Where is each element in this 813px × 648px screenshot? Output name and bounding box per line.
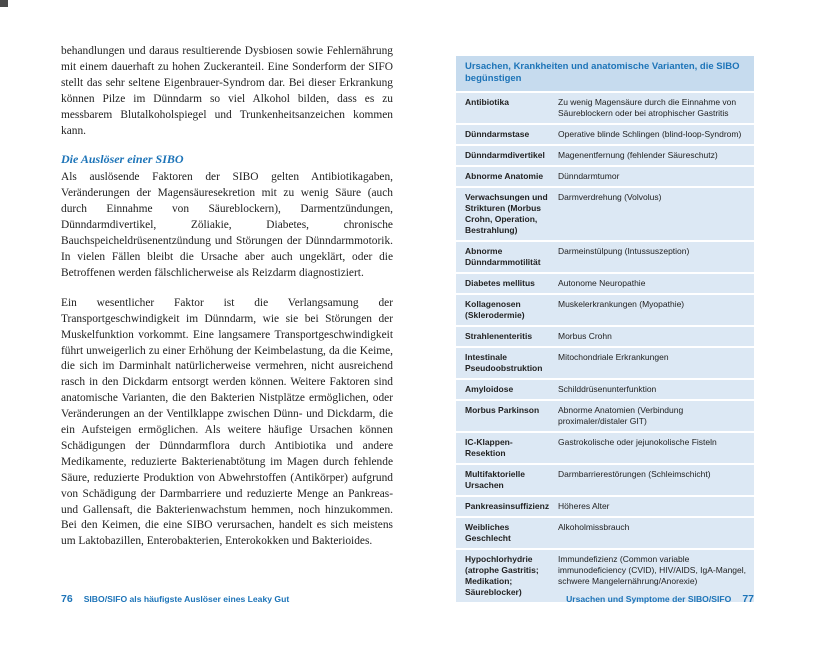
table-row [456, 465, 754, 495]
description-cell: Zu wenig Magensäure durch die Einnahme von Säureblockern oder bei atrophischer Gastritis [558, 96, 737, 118]
description-cell: Darmbarrierestörungen (Schleimschicht) [558, 468, 711, 479]
table-row [456, 274, 754, 293]
table-row [456, 401, 754, 431]
paragraph-faktoren: Ein wesentlicher Faktor ist die Verlangsamung der Transportgeschwindigkeit im Dünndarm, wie sie bei Störungen der Muskelfunktion vorkommt. Eine langsamere Transportgeschwindigkeit führt unweigerlich zu einer Erhöhung der Keimbelastung, da die Keime, die sich im Darminhalt natürlicherweise vermehren, nicht ausreichend rasch in den Dickdarm entsorgt werden können. Weitere Faktoren sind anatomische Varianten, die den Bakterien Nistplätze ermöglichen, oder Veränderungen an der Ventilklappe zwischen Dünn- und Dickdarm, die ein Aufsteigen ermöglichen. Als weitere häufige Ursachen können Schädigungen der Dünndarmflora durch Antibiotika und andere Medikamente, reduzierte Bakterienabtötung im Magen durch fehlende Säure, reduzierte Produktion von Abwehrstoffen (Antikörper) aufgrund von Schädigung der Darmbarriere und reduzierte Menge an Pankreas- und Gallensaft, die Bakterienwachstum hemmen, noch hinzukommen. Bei den Keimen, die eine SIBO verursachen, handelt es sich meistens um Laktobazillen, Enterobakterien, Enterokokken und Bakterioides. [61, 296, 393, 548]
description-cell: Operative blinde Schlingen (blind-loop-Syndrom) [558, 128, 742, 139]
cause-cell: Dünndarmstase [465, 128, 530, 139]
table-title: Ursachen, Krankheiten und anatomische Varianten, die SIBO begünstigen [456, 56, 754, 91]
cause-cell: Abnorme Dünndarmmotilität [465, 245, 541, 267]
table-row [456, 518, 754, 548]
right-page-number: 77 [742, 593, 754, 605]
description-cell: Magenentfernung (fehlender Säureschutz) [558, 149, 718, 160]
cause-cell: Antibiotika [465, 96, 509, 107]
description-cell: Morbus Crohn [558, 330, 612, 341]
cause-cell: Hypochlorhydrie (atrophe Gastritis; Medikation; Säureblocker) [465, 553, 539, 597]
cause-cell: Dünndarmdivertikel [465, 149, 545, 160]
description-cell: Autonome Neuropathie [558, 277, 646, 288]
description-cell: Gastrokolische oder jejunokolische Fisteln [558, 436, 717, 447]
description-cell: Mitochondriale Erkrankungen [558, 351, 669, 362]
table-row [456, 380, 754, 399]
description-cell: Muskelerkrankungen (Myopathie) [558, 298, 685, 309]
table-row [456, 125, 754, 144]
table-row [456, 348, 754, 378]
cause-cell: IC-Klappen-Resektion [465, 436, 513, 458]
description-cell: Höheres Alter [558, 500, 610, 511]
description-cell: Darmverdrehung (Volvolus) [558, 191, 662, 202]
cause-cell: Weibliches Geschlecht [465, 521, 511, 543]
table-row [456, 93, 754, 123]
table-row [456, 242, 754, 272]
right-page-footer [566, 593, 754, 605]
section-heading: Die Auslöser einer SIBO [61, 152, 184, 167]
cause-cell: Amyloidose [465, 383, 514, 394]
description-cell: Immundefizienz (Common variable immunodeficiency (CVID), HIV/AIDS, IgA-Mangel, schwere Mangelernährung/Anorexie) [558, 553, 747, 586]
table-row [456, 497, 754, 516]
left-page-footer [61, 593, 289, 605]
cause-cell: Kollagenosen (Sklerodermie) [465, 298, 525, 320]
cause-cell: Abnorme Anatomie [465, 170, 544, 181]
scan-corner-artifact [0, 0, 8, 7]
table-row [456, 188, 754, 240]
table-row [456, 295, 754, 325]
left-page-number: 76 [61, 593, 73, 605]
table-row [456, 167, 754, 186]
intro-paragraph: behandlungen und daraus resultierende Dysbiosen sowie Fehlernährung mit einem dauerhaft zu hohen Zuckeranteil. Eine Sonderform der SIFO stellt das sehr seltene Eigenbrauer-Syndrom dar. Bei dieser Erkrankung können Pilze im Dünndarm so viel Alkohol bilden, dass es zu messbarem Blutalkoholspiegel und Trunkenheitsanzeichen kommen kann. [61, 45, 393, 137]
table-row [456, 327, 754, 346]
cause-cell: Diabetes mellitus [465, 277, 535, 288]
description-cell: Schilddrüsenunterfunktion [558, 383, 657, 394]
left-footer-title: SIBO/SIFO als häufigste Auslöser eines Leaky Gut [83, 594, 290, 604]
right-footer-title: Ursachen und Symptome der SIBO/SIFO [566, 594, 732, 604]
paragraph-ausloeser: Als auslösende Faktoren der SIBO gelten Antibiotikagaben, Veränderungen der Magensäuresekretion mit zu wenig Säure (auch durch Einnahme von Säureblockern), Darmentzündungen, Dünndarmdivertikel, Zöliakie, Diabetes, chronische Bauchspeicheldrüsenentzündung und Störungen der Dünndarmmotorik. In vielen Fällen bleibt die Ursache aber auch ungeklärt, oder die Betroffenen werden fälschlicherweise als Reizdarm diagnostiziert. [61, 171, 393, 279]
left-page-text-column [61, 44, 393, 550]
table-row [456, 433, 754, 463]
cause-cell: Morbus Parkinson [465, 404, 540, 415]
description-cell: Dünndarmtumor [558, 170, 620, 181]
table-body [456, 93, 754, 602]
cause-cell: Strahlenenteritis [465, 330, 533, 341]
description-cell: Abnorme Anatomien (Verbindung proximaler/distaler GIT) [558, 404, 684, 426]
description-cell: Alkoholmissbrauch [558, 521, 630, 532]
cause-cell: Verwachsungen und Strikturen (Morbus Crohn, Operation, Bestrahlung) [465, 191, 548, 235]
sibo-causes-table [456, 56, 754, 604]
description-cell: Darmeinstülpung (Intussuszeption) [558, 245, 690, 256]
table-row [456, 146, 754, 165]
cause-cell: Multifaktorielle Ursachen [465, 468, 525, 490]
cause-cell: Intestinale Pseudoobstruktion [465, 351, 543, 373]
cause-cell: Pankreasinsuffizienz [465, 500, 550, 511]
